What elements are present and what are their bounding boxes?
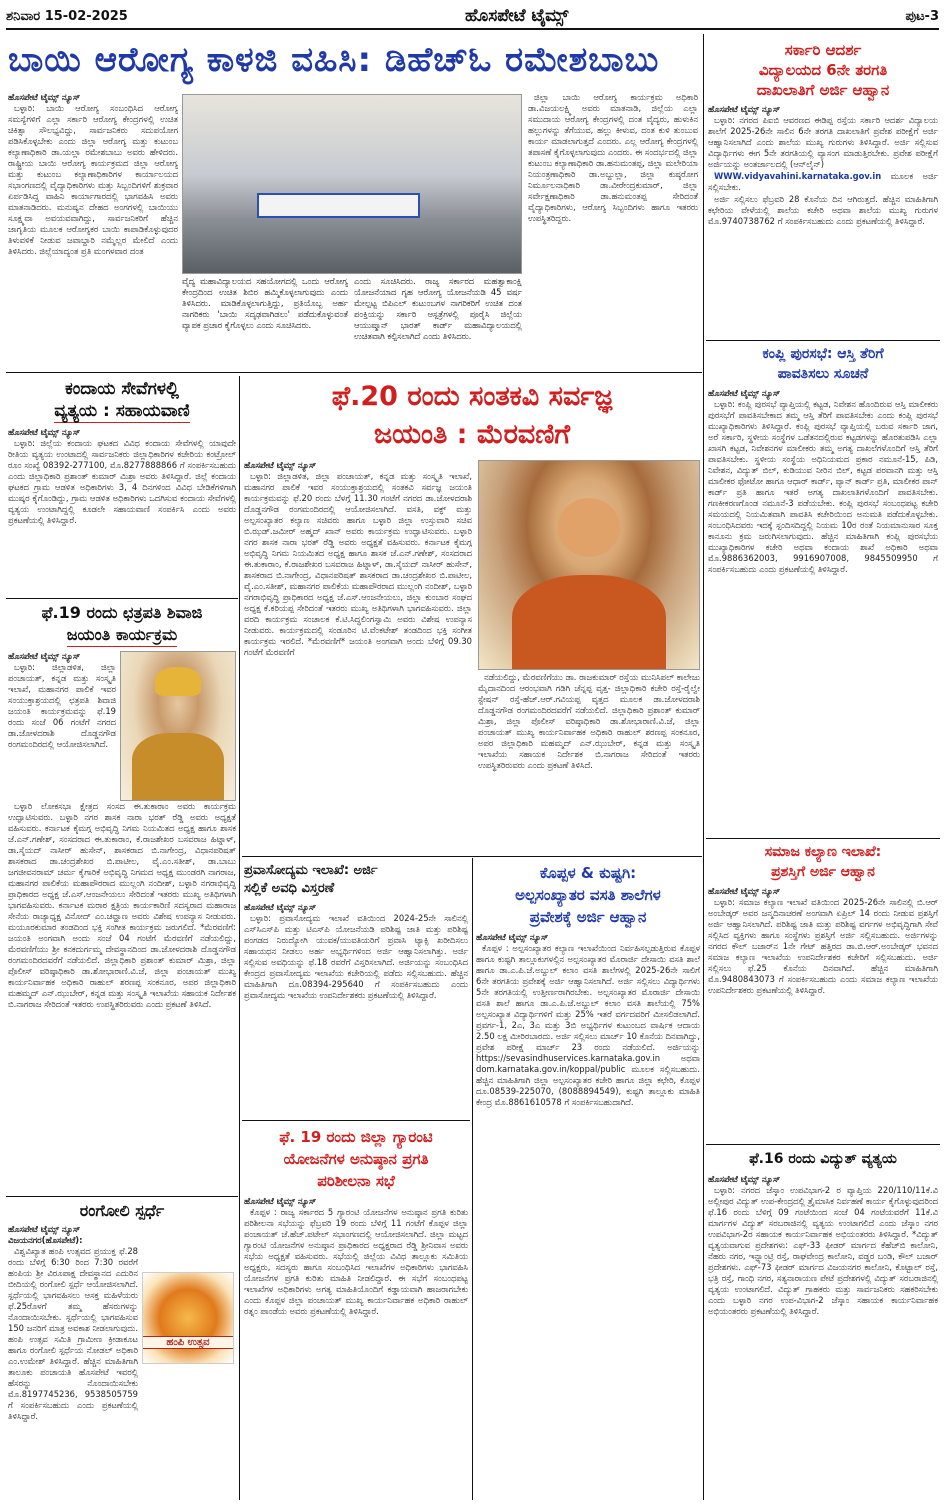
lead-caption-right: ಎಂದು ಸೂಚಿಸಿದರು. ರಾಜ್ಯ ಸರ್ಕಾರದ ಮಹತ್ವಾಕಾಂಕ್ಷಿ ಯೋಜನೆಯಾದ ಗೃಹ ಆರೋಗ್ಯ ಯೋಜನೆಯಡಿ 45 ವರ್ಷ ಮೇಲ್ಪಟ್ಟ ಬಿಪಿಎಲ್ ಕುಟುಂಬಗಳ ನಾಗರಿಕರಿಗೆ ಉಚಿತ ದಂತ ಪಂಕ್ತಿಯನ್ನು ಸರ್ಕಾರಿ ಆಸ್ಪತ್ರೆಗಳಲ್ಲಿ ಪೂರೈಸಿ ಜಿಲ್ಲೆಯ ಆಯುಷ್ಮಾನ್ ಭಾರತ್ ಕಾರ್ಡ್ ಮಹಾವಿದ್ಯಾಲಯದಲ್ಲಿ ಉಚಿತವಾಗಿ ಕಲ್ಪಿಸಲಾಗಿದೆ ಎಂದು ತಿಳಿಸಿದರು. [354, 276, 522, 341]
samaja-rule [706, 1144, 940, 1145]
vidyut-text: ಬಳ್ಳಾರಿ: ನಗರದ ಜೆಸ್ಕಾಂ ಉಪವಿಭಾಗ-2 ರ ವ್ಯಾಪ್ತಿಯ 220/110/11ಕೆ.ವಿ ಅಲ್ಲೀಪುರ ವಿದ್ಯುತ್ ಉಪ-ಕೇಂದ್ರದಲ್ಲಿ ತ್ರೈಮಾಸಿಕ ನಿರ್ವಹಣೆ ಕಾರ್ಯ ಕೈಗೊಳ್ಳುವುದರಿಂದ ಫೆ.16 ರಂದು ಬೆಳಿಗ್ಗೆ 09 ಗಂಟೆಯಿಂದ ಸಂಜೆ 04 ಗಂಟೆಯವರೆಗೆ 11ಕೆ.ವಿ ಮಾರ್ಗಗಳ ವಿದ್ಯುತ್ ಸರಬರಾಜಿನಲ್ಲಿ ವ್ಯತ್ಯಯ ಉಂಟಾಗಲಿದೆ ಎಂದು ಜೆಸ್ಕಾಂ ನಗರ ಉಪವಿಭಾಗ-2ರ ಸಹಾಯಕ ಕಾರ್ಯನಿರ್ವಾಹಕ ಅಭಿಯಂತರರು ತಿಳಿಸಿದ್ದಾರೆ. *ವಿದ್ಯುತ್ ವ್ಯತ್ಯಯವಾಗುವ ಪ್ರದೇಶಗಳು: ಎಫ್-33 ಫೀಡರ್ ಮಾರ್ಗದ ಕೆಹೆಚ್‌ಬಿ ಕಾಲೋನಿ, ನೆಹರು ನಗರ, ಇನ್ಫ್ಯಾಂಟ್ರಿ ರಸ್ತೆ, ರಾಘವೇಂದ್ರ ಕಾಲೋನಿ, ವಡ್ಡರ ಬಂಡಿ, ಕೌಲ್ ಬಜಾರ್ ಪ್ರದೇಶಗಳು. ಎಫ್-73 ಫೀಡರ್ ಮಾರ್ಗದ ವಿಜಯನಗರ ಕಾಲೋನಿ, ಕೊಟ್ಟಾಲ್ ರಸ್ತೆ, ಭತ್ರಿ ರಸ್ತೆ, ಗಾಂಧಿ ನಗರ, ಸತ್ಯನಾರಾಯಣ ಪೇಟೆ ಪ್ರದೇಶಗಳಲ್ಲಿ ವಿದ್ಯುತ್ ಸರಬರಾಜಿನಲ್ಲಿ ವ್ಯತ್ಯಯ ಉಂಟಾಗಲಿದೆ. ವಿದ್ಯುತ್ ಗ್ರಾಹಕರು ಮತ್ತು ಸಾರ್ವಜನಿಕರು ಸಹಕರಿಸಬೇಕು ಎಂದು ಬಳ್ಳಾರಿ ನಗರ ಉಪ-ವಿಭಾಗ-2 ಜೆಸ್ಕಾಂ ಸಹಾಯಕ ಕಾರ್ಯನಿರ್ವಾಹಕ ಅಭಿಯಂತರರು ಪ್ರಕಟಣೆಯಲ್ಲಿ ತಿಳಿಸಿದ್ದಾರೆ. [708, 1185, 938, 1316]
shivaji-side-text: ಬಳ್ಳಾರಿ: ಜಿಲ್ಲಾಡಳಿತ, ಜಿಲ್ಲಾ ಪಂಚಾಯತ್, ಕನ್ನಡ ಮತ್ತು ಸಂಸ್ಕೃತಿ ಇಲಾಖೆ, ಮಹಾನಗರ ಪಾಲಿಕೆ ಇವರ ಸಂಯುಕ್ತಾಶ್ರಯದಲ್ಲಿ ಛತ್ರಪತಿ ಶಿವಾಜಿ ಜಯಂತಿ ಕಾರ್ಯಕ್ರಮವನ್ನು ಫೆ.19 ರಂದು ಸಂಜೆ 06 ಗಂಟೆಗೆ ನಗರದ ಡಾ.ಜೋಳದರಾಶಿ ದೊಡ್ಡನಗೌಡ ರಂಗಮಂದಿರದಲ್ಲಿ ಆಯೋಜಿಸಲಾಗಿದೆ. [8, 662, 116, 749]
vidyut-byline: ಹೊಸಪೇಟೆ ಟೈಮ್ಸ್ ನ್ಯೂಸ್ [708, 1174, 781, 1184]
shivaji-text: ಬಳ್ಳಾರಿ ಲೋಕಸಭಾ ಕ್ಷೇತ್ರದ ಸಂಸದ ಈ.ತುಕಾರಾಂ ಅವರು ಕಾರ್ಯಕ್ರಮ ಉದ್ಘಾಟಿಸುವರು. ಬಳ್ಳಾರಿ ನಗರ ಶಾಸಕ ನಾರಾ ಭರತ್ ರೆಡ್ಡಿ ಅವರು ಅಧ್ಯಕ್ಷತೆ ವಹಿಸುವರು. ಕರ್ನಾಟಕ ಕೈಮಗ್ಗ ಅಭಿವೃದ್ಧಿ ನಿಗಮ ನಿಯಮಿತದ ಅಧ್ಯಕ್ಷ ಹಾಗೂ ಶಾಸಕ ಜೆ.ಎನ್.ಗಣೇಶ್, ಸಂಸದರಾದ ಈ.ತುಕಾರಾಂ, ಕೆ.ರಾಜಶೇಖರ ಬಸವರಾಜ ಹಿಟ್ನಾಳ್, ಡಾ.ಸೈಯದ್ ನಾಸೀರ್ ಹುಸೇನ್, ಶಾಸಕರಾದ ಬಿ.ನಾಗೇಂದ್ರ, ವಿಧಾನಪರಿಷತ್ ಶಾಸಕರಾದ ಡಾ.ಚಂದ್ರಶೇಖರ ಬಿ.ಪಾಟೀಲ, ವೈ.ಎಂ.ಸತೀಶ್, ಡಾ.ಬಾಬು ಜಗಜೀವನರಾಮ್ ಚರ್ಮ ಕೈಗಾರಿಕೆ ಅಭಿವೃದ್ಧಿ ನಿಗಮದ ಅಧ್ಯಕ್ಷ ಮುಂಡರಗಿ ನಾಗರಾಜ, ಮಹಾನಗರ ಪಾಲಿಕೆಯ ಮಹಾಪೌರರಾದ ಮುಲ್ಲಂಗಿ ನಂದೀಶ್, ಬಳ್ಳಾರಿ ನಗರಾಭಿವೃದ್ಧಿ ಪ್ರಾಧಿಕಾರದ ಅಧ್ಯಕ್ಷ ಜೆ.ಎಸ್.ಆಂಜನೇಯಲು ಸೇರಿದಂತೆ ಇತರರು ಮುಖ್ಯ ಅತಿಥಿಗಳಾಗಿ ಭಾಗವಹಿಸುವರು. ಕರ್ನಾಟಕ ಮರಾಠ ಕ್ಷತ್ರಿಯ ಕಾರ್ಯಕಾರಿಣಿ ಸದಸ್ಯರಾದ ಮಹಾರಾಜ ಸೇನೆಯ ರಾಜ್ಯಾಧ್ಯಕ್ಷ ವಿನೋದ್ ಎಂ.ಚವ್ಹಾಣ ಅವರು ವಿಶೇಷ ಉಪನ್ಯಾಸ ನೀಡುವರು. ಮಯೂರಕುಮಾರ ತಂಡದಿಂದ ಭಕ್ತಿ ಸಂಗೀತ ಕಾರ್ಯಕ್ರಮ ಜರುಗಲಿದೆ. *ಮೆರವಣಿಗೆ: ಜಯಂತಿ ಅಂಗವಾಗಿ ಅಂದು ಸಂಜೆ 04 ಗಂಟೆಗೆ ಮೆರವಣಿಗೆ ನಡೆಯಲಿದ್ದು, ಮೆರವಣಿಗೆಯು ಶ್ರೀ ಕನಕದುರ್ಗಮ್ಮ ದೇವಸ್ಥಾನದಿಂದ ಡಾ.ಜೋಳದರಾಶಿ ದೊಡ್ಡನಗೌಡ ರಂಗಮಂದಿರದವರೆಗೆ ನಡೆಯಲಿದೆ. ಜಿಲ್ಲಾಧಿಕಾರಿ ಪ್ರಶಾಂತ್ ಕುಮಾರ್ ಮಿಶ್ರಾ, ಜಿಲ್ಲಾ ಪೊಲೀಸ್ ವರಿಷ್ಠಾಧಿಕಾರಿ ಡಾ.ಶೋಭಾರಾಣಿ.ವಿ.ಜೆ, ಜಿಲ್ಲಾ ಪಂಚಾಯತ್ ಮುಖ್ಯ ಕಾರ್ಯನಿರ್ವಾಹಕ ಅಧಿಕಾರಿ ರಾಹುಲ್ ಶರಣಪ್ಪ ಸಂಕನೂರ, ಅಪರ ಜಿಲ್ಲಾಧಿಕಾರಿ ಮಹಮ್ಮದ್ ಎನ್.ಝುಬೇರ್, ಕನ್ನಡ ಮತ್ತು ಸಂಸ್ಕೃತಿ ಇಲಾಖೆಯ ಸಹಾಯಕ ನಿರ್ದೇಶಕ ಬಿ.ನಾಗರಾಜ ಸೇರಿದಂತೆ ಇತರರು ಉಪಸ್ಥಿತರಿರುವರು ಎಂದು ಪ್ರಕಟಣೆ ತಿಳಿಸಿದೆ. [8, 801, 236, 1009]
kampli-story [708, 344, 938, 834]
guarantee-title-1: ಫೆ. 19 ರಂದು ಜಿಲ್ಲಾ ಗ್ಯಾರಂಟಿ [279, 1128, 433, 1146]
rangoli-row [8, 1224, 236, 1492]
shivaji-title-1: ಫೆ.19 ರಂದು ಛತ್ರಪತಿ ಶಿವಾಜಿ [41, 603, 203, 622]
koppal-body [476, 932, 700, 1108]
rangoli-title: ರಂಗೋಲಿ ಸ್ಪರ್ಧೆ [79, 1201, 165, 1220]
vidyut-title: ಫೆ.16 ರಂದು ವಿದ್ಯುತ್ ವ್ಯತ್ಯಯ [749, 1151, 897, 1167]
sarvajna-left-text: ಬಳ್ಳಾರಿ: ಜಿಲ್ಲಾಡಳಿತ, ಜಿಲ್ಲಾ ಪಂಚಾಯತ್, ಕನ್ನಡ ಮತ್ತು ಸಂಸ್ಕೃತಿ ಇಲಾಖೆ, ಮಹಾನಗರ ಪಾಲಿಕೆ ಇವರ ಸಂಯುಕ್ತಾಶ್ರಯದಲ್ಲಿ ಸಂತಕವಿ ಸರ್ವಜ್ಞ ಜಯಂತಿ ಕಾರ್ಯಕ್ರಮವನ್ನು ಫೆ.20 ರಂದು ಬೆಳಗ್ಗೆ 11.30 ಗಂಟೆಗೆ ನಗರದ ಡಾ.ಜೋಳದರಾಶಿ ದೊಡ್ಡನಗೌಡ ರಂಗಮಂದಿರದಲ್ಲಿ ಆಯೋಜಿಸಲಾಗಿದೆ. ವಸತಿ, ವಕ್ಫ್ ಮತ್ತು ಅಲ್ಪಸಂಖ್ಯಾತರ ಕಲ್ಯಾಣ ಸಚಿವರು ಹಾಗೂ ಬಳ್ಳಾರಿ ಜಿಲ್ಲಾ ಉಸ್ತುವಾರಿ ಸಚಿವ ಬಿ.ಝಡ್.ಜಮೀರ್ ಅಹ್ಮದ್ ಖಾನ್ ಅವರು ಕಾರ್ಯಕ್ರಮ ಉದ್ಘಾಟಿಸುವರು. ಬಳ್ಳಾರಿ ನಗರ ಶಾಸಕ ನಾರಾ ಭರತ್ ರೆಡ್ಡಿ ಅವರು ಅಧ್ಯಕ್ಷತೆ ವಹಿಸುವರು. ಕರ್ನಾಟಕ ಕೈಮಗ್ಗ ಅಭಿವೃದ್ಧಿ ನಿಗಮ ನಿಯಮಿತದ ಅಧ್ಯಕ್ಷ ಹಾಗೂ ಶಾಸಕ ಜೆ.ಎನ್.ಗಣೇಶ್, ಸಂಸದರಾದ ಈ.ತುಕಾರಾಂ, ಕೆ.ರಾಜಶೇಖರ ಬಸವರಾಜ ಹಿಟ್ನಾಳ್, ಡಾ.ಸೈಯದ್ ನಾಸೀರ್ ಹುಸೇನ್, ಶಾಸಕರಾದ ಬಿ.ನಾಗೇಂದ್ರ, ವಿಧಾನಪರಿಷತ್ ಶಾಸಕರಾದ ಡಾ.ಚಂದ್ರಶೇಖರ ಬಿ.ಪಾಟೀಲ, ವೈ.ಎಂ.ಸತೀಶ್, ಮಹಾನಗರ ಪಾಲಿಕೆಯ ಮಹಾಪೌರರಾದ ಮುಲ್ಲಂಗಿ ನಂದೀಶ್, ಬಳ್ಳಾರಿ ನಗರಾಭಿವೃದ್ಧಿ ಪ್ರಾಧಿಕಾರದ ಅಧ್ಯಕ್ಷ ಜೆ.ಎಸ್.ಆಂಜನೇಯಲು, ಜಿಲ್ಲಾ ಕುಂಬಾರ ಸಂಘದ ಅಧ್ಯಕ್ಷ ಕೆ.ಕರಿಯಪ್ಪ ಸೇರಿದಂತೆ ಇತರರು ಮುಖ್ಯ ಅತಿಥಿಗಳಾಗಿ ಭಾಗವಹಿಸುವರು. ಜಿಲ್ಲಾ ವರದಿ ಕಾರ್ಯಕ್ರಮ ಸಂಚಾಲಕ ಕೆ.ಟಿ.ಸಿದ್ಧಲಿಂಗಸ್ವಾಮಿ ಅವರು ವಿಶೇಷ ಉಪನ್ಯಾಸ ನೀಡುವರು. ಕಾರ್ಯಕ್ರಮದಲ್ಲಿ ಸಂಡೂರಿನ ಟಿ.ವೆಂಕಟೇಶ್ ತಂಡದಿಂದ ಭಕ್ತಿ ಸಂಗೀತ ಕಾರ್ಯಕ್ರಮ ಇರಲಿದೆ. *ಮೆರವಣಿಗೆ* ಜಯಂತಿ ಅಂಗವಾಗಿ ಅಂದು ಬೆಳಿಗ್ಗೆ 09.30 ಗಂಟೆಗೆ ಮೆರವಣಿಗೆ [244, 471, 472, 657]
kandaya-body [8, 427, 236, 526]
koppal-story [476, 862, 700, 1498]
shivaji-rule [6, 1196, 238, 1197]
mid-column-divider [472, 858, 473, 1500]
pravasodyama-byline: ಹೊಸಪೇಟೆ ಟೈಮ್ಸ್ ನ್ಯೂಸ್ [244, 902, 317, 912]
sarkari-body [708, 104, 938, 227]
pravasodyama-story [244, 862, 468, 1118]
pravasodyama-text: ಬಳ್ಳಾರಿ: ಪ್ರವಾಸೋದ್ಯಮ ಇಲಾಖೆ ವತಿಯಿಂದ 2024-25ನೇ ಸಾಲಿನಲ್ಲಿ ಎಸ್‌ಸಿಎಸ್‌ಪಿ ಮತ್ತು ಟಿಎಸ್‌ಪಿ ಯೋಜನೆಯಡಿ ಪರಿಶಿಷ್ಟ ಜಾತಿ ಮತ್ತು ಪರಿಶಿಷ್ಟ ಪಂಗಡದ ನಿರುದ್ಯೋಗಿ ಯುವಕ/ಯುವತಿಯರಿಗೆ ಪ್ರವಾಸಿ ಟ್ಯಾಕ್ಸಿ ಖರೀದಿಸಲು ಸಹಾಯಧನ ನೀಡಲು ಅರ್ಹ ಅಭ್ಯರ್ಥಿಗಳಿಂದ ಅರ್ಜಿ ಆಹ್ವಾನಿಸಲಾಗಿತ್ತು. ಅರ್ಜಿ ಸಲ್ಲಿಸುವ ಅವಧಿಯನ್ನು ಫೆ.18 ರವರೆಗೆ ವಿಸ್ತರಿಸಲಾಗಿದೆ. ಅರ್ಜಿಯನ್ನು ಸಂಬಂಧಿಸಿದ ಕೇಂದ್ರದ ಪ್ರವಾಸೋದ್ಯಮ ಇಲಾಖೆಯ ಕಚೇರಿಯಲ್ಲಿ ಪಡೆದು ಸಲ್ಲಿಸಬಹುದು. ಹೆಚ್ಚಿನ ಮಾಹಿತಿಗಾಗಿ ದೂ.08394-295640 ಗೆ ಸಂಪರ್ಕಿಸಬಹುದು ಎಂದು ಪ್ರವಾಸೋದ್ಯಮ ಇಲಾಖೆಯ ಉಪನಿರ್ದೇಶಕರು ಪ್ರಕಟಣೆಯಲ್ಲಿ ತಿಳಿಸಿದ್ದಾರೆ. [244, 913, 468, 1000]
sarkari-text-2: ಅರ್ಜಿ ಸಲ್ಲಿಸಲು ಫೆಬ್ರವರಿ 28 ಕೊನೆಯ ದಿನ ಆಗಿರುತ್ತದೆ. ಹೆಚ್ಚಿನ ಮಾಹಿತಿಗಾಗಿ ಕಛೇರಿಯ ವೇಳೆಯಲ್ಲಿ ಶಾಲೆಯ ಕಚೇರಿ ಅಥವಾ ಶಾಲೆಯ ಮುಖ್ಯ ಗುರುಗಳ ಮೊ.9740738762 ಗೆ ಸಂಪರ್ಕಿಸಬಹುದು ಎಂದು ಪ್ರಕಟಣೆಯಲ್ಲಿ ತಿಳಿಸಿದ್ದಾರೆ. [708, 194, 938, 226]
lead-col-4 [528, 92, 698, 370]
sarkari-title-1: ಸರ್ಕಾರಿ ಆದರ್ಶ [784, 41, 862, 59]
sarvajna-top-row [244, 460, 700, 844]
lead-photo [182, 94, 522, 274]
kandaya-title-1: ಕಂದಾಯ ಸೇವೆಗಳಲ್ಲಿ [65, 379, 179, 399]
rangoli-story [8, 1200, 236, 1498]
koppal-title-1: ಕೊಪ್ಪಳ & ಕುಷ್ಟಗಿ: [539, 864, 637, 882]
guarantee-title-3: ಪರಿಶೀಲನಾ ಸಭೆ [317, 1172, 395, 1190]
pravasodyama-title-2: ಸಲ್ಲಿಕೆ ಅವಧಿ ವಿಸ್ತರಣೆ [244, 881, 335, 896]
page-number: ಪುಟ-3 [905, 8, 939, 24]
kampli-byline: ಹೊಸಪೇಟೆ ಟೈಮ್ಸ್ ನ್ಯೂಸ್ [708, 388, 781, 398]
kandaya-title-2: ವ್ಯತ್ಯಯ : ಸಹಾಯವಾಣಿ [54, 401, 190, 421]
lead-caption-left: ವೈದ್ಯ ಮಹಾವಿದ್ಯಾಲಯದ ಸಹಯೋಗದಲ್ಲಿ ಒಂದು ಆರೋಗ್ಯ ಕೇಂದ್ರದಿಂದ ಉಚಿತ ಶಿಬಿರ ಹಮ್ಮಿಕೊಳ್ಳಲಾಗುವುದು ಎಂದು ತಿಳಿಸಿದರು. ಮಾಡಿಕೊಳ್ಳಲಾಗುತ್ತಿದ್ದು, ಪ್ರತಿಯೊಬ್ಬ ಅರ್ಹ ನಾಗರಿಕರು 'ಬಾಯಿ ಸದೃಢವಾಗಿಡಲು' ಪಡೆದುಕೊಳ್ಳುವಂತೆ ವ್ಯಾಪಕ ಪ್ರಚಾರ ಕೈಗೊಳ್ಳಲು ಎಂದು ಸೂಚಿಸಿದರು. [182, 276, 348, 330]
kandaya-rule [6, 598, 238, 599]
shivaji-byline: ಹೊಸಪೇಟೆ ಟೈಮ್ಸ್ ನ್ಯೂಸ್ [8, 651, 81, 661]
koppal-title-3: ಪ್ರವೇಶಕ್ಕೆ ಅರ್ಜಿ ಆಹ್ವಾನ [529, 908, 647, 926]
shivaji-story [8, 602, 236, 1192]
sarkari-url-link[interactable]: WWW.vidyavahini.karnataka.gov.in [714, 171, 882, 181]
samaja-body [708, 886, 938, 996]
shivaji-body [8, 801, 236, 1171]
hampi-utsav-logo-text: ಹಂಪಿ ಉತ್ಸವ [143, 1336, 233, 1349]
sarkari-story [708, 40, 938, 336]
masthead: ಹೊಸಪೇಟೆ ಟೈಮ್ಸ್ [464, 6, 569, 26]
day-date: ಶನಿವಾರ 15-02-2025 [6, 8, 128, 24]
photo-banner [257, 193, 419, 218]
sarvajna-title-2: ಜಯಂತಿ : ಮೆರವಣಿಗೆ [373, 419, 571, 450]
kampli-body [708, 388, 938, 575]
lead-headline: ಬಾಯಿ ಆರೋಗ್ಯ ಕಾಳಜಿ ವಹಿಸಿ: ಡಿಹೆಚ್‌ಓ ರಮೇಶಬಾಬು [8, 40, 660, 80]
sarvajna-right-text: ನಡೆಯಲಿದ್ದು, ಮೆರವಣಿಗೆಯು ಡಾ. ರಾಜಕುಮಾರ್ ರಸ್ತೆಯ ಮುನಿಸಿಪಲ್ ಕಾಲೇಜು ಮೈದಾನದಿಂದ ಆರಂಭವಾಗಿ ಗಡಿಗಿ ಚೆನ್ನಪ್ಪ ವೃತ್ತ- ಜಿಲ್ಲಾಧಿಕಾರಿ ಕಚೇರಿ ರಸ್ತೆ-ರೈಲ್ವೇ ಸ್ಟೇಷನ್ ರಸ್ತೆ-ಹೆಚ್.ಆರ್.ಗವಿಯಪ್ಪ ವೃತ್ತದ ಮೂಲಕ ಡಾ.ಜೋಳದರಾಶಿ ದೊಡ್ಡನಗೌಡ ರಂಗಮಂದಿರದವರೆಗೆ ನಡೆಯಲಿದೆ. ಜಿಲ್ಲಾಧಿಕಾರಿ ಪ್ರಶಾಂತ್ ಕುಮಾರ್ ಮಿಶ್ರಾ, ಜಿಲ್ಲಾ ಪೊಲೀಸ್ ವರಿಷ್ಠಾಧಿಕಾರಿ ಡಾ.ಶೋಭಾರಾಣಿ.ವಿ.ಜೆ, ಜಿಲ್ಲಾ ಪಂಚಾಯತ್ ಮುಖ್ಯ ಕಾರ್ಯನಿರ್ವಾಹಕ ಅಧಿಕಾರಿ ರಾಹುಲ್ ಶರಣಪ್ಪ ಸಂಕನೂರ, ಅಪರ ಜಿಲ್ಲಾಧಿಕಾರಿ ಮಹಮ್ಮದ್ ಎನ್.ಝುಬೇರ್, ಕನ್ನಡ ಮತ್ತು ಸಂಸ್ಕೃತಿ ಇಲಾಖೆಯ ಸಹಾಯಕ ನಿರ್ದೇಶಕ ಬಿ.ನಾಗರಾಜ ಸೇರಿದಂತೆ ಇತರರು ಉಪಸ್ಥಿತರಿರುವರು ಎಂದು ಪ್ರಕಟಣೆ ತಿಳಿಸಿದೆ. [478, 672, 700, 770]
sarvajna-body-right [478, 672, 700, 844]
vidyut-story [708, 1148, 938, 1498]
sarvajna-title-1: ಫೆ.20 ರಂದು ಸಂತಕವಿ ಸರ್ವಜ್ಞ [331, 381, 613, 412]
shivaji-portrait [120, 651, 236, 801]
samaja-title-1: ಸಮಾಜ ಕಲ್ಯಾಣ ಇಲಾಖೆ: [764, 844, 882, 860]
sarkari-url-line [708, 171, 938, 193]
kandaya-text: ಬಳ್ಳಾರಿ: ಜಿಲ್ಲೆಯ ಕಂದಾಯ ಘಟಕದ ವಿವಿಧ ಕಂದಾಯ ಸೇವೆಗಳಲ್ಲಿ ಯಾವುದೇ ರೀತಿಯ ವ್ಯತ್ಯಯ ಉಂಟಾದಲ್ಲಿ ಸಾರ್ವಜನಿಕರು ಜಿಲ್ಲಾಧಿಕಾರಿಗಳ ಕಚೇರಿಯ ಕಂಟ್ರೋಲ್ ರೂಂ ಸಂಖ್ಯೆ 08392-277100, ಮೊ.8277888866 ಗೆ ಸಂಪರ್ಕಿಸಬಹುದು ಎಂದು ಜಿಲ್ಲಾಧಿಕಾರಿ ಪ್ರಶಾಂತ್ ಕುಮಾರ್ ಮಿಶ್ರಾ ಅವರು ತಿಳಿಸಿದ್ದಾರೆ. ಜಿಲ್ಲೆ ಕಂದಾಯ ಘಟಕದ ಗ್ರಾಮ ಆಡಳಿತ ಅಧಿಕಾರಿಗಳು 3, 4 ದಿನಗಳಿಂದ ವಿವಿಧ ಬೇಡಿಕೆಗಳಿಗಾಗಿ ಮುಷ್ಕರ ಕೈಗೊಂಡಿದ್ದು, ಗ್ರಾಮ ಆಡಳಿತ ಅಧಿಕಾರಿಗಳು ಒದಗಿಸುವ ಕಂದಾಯ ಸೇವೆಗಳಲ್ಲಿ ವ್ಯತ್ಯಯ ಉಂಟಾಗಿದ್ದಲ್ಲಿ ಕೂಡಲೇ ಸಹಾಯವಾಣಿ ಸಂಪರ್ಕಿಸಿ ಎಂದು ಅವರು ಪ್ರಕಟಣೆಯಲ್ಲಿ ತಿಳಿಸಿದ್ದಾರೆ. [8, 438, 236, 525]
rangoli-dateline: ವಿಜಯನಗರ(ಹೊಸಪೇಟೆ): [8, 1235, 83, 1245]
vidyut-body [708, 1174, 938, 1317]
pravasodyama-title-1: ಪ್ರವಾಸೋದ್ಯಮ ಇಲಾಖೆ: ಅರ್ಜಿ [244, 863, 378, 878]
kampli-title-1: ಕಂಪ್ಲಿ ಪುರಸಭೆ: ಆಸ್ತಿ ತೆರಿಗೆ [762, 346, 884, 362]
lead-text-4: ಜಿಲ್ಲಾ ಬಾಯಿ ಆರೋಗ್ಯ ಕಾರ್ಯಕ್ರಮ ಅಧಿಕಾರಿ ಡಾ.ವಿಜಯಲಕ್ಷ್ಮಿ ಅವರು ಮಾತನಾಡಿ, ಜಿಲ್ಲೆಯ ಎಲ್ಲಾ ಸಮುದಾಯ ಆರೋಗ್ಯ ಕೇಂದ್ರಗಳಲ್ಲಿ ದಂತ ವೈದ್ಯರು, ಹುಳುಕಿನ ಹಲ್ಲುಗಳನ್ನು ತೆಗೆಯುವ, ಹಲ್ಲು ಕೀಳುವ, ದಂತ ಕುಳಿ ತುಂಬುವ ಕಾರ್ಯ ಮಾಡಲಾಗುತ್ತದೆ ಎಂದರು. ಎಲ್ಲ ಆರೋಗ್ಯ ಕೇಂದ್ರಗಳಲ್ಲಿ ತಪಾಸಣೆ ಕೈಗೊಳ್ಳಲಾಗುವುದು ಎಂದರು. ಈ ಸಂದರ್ಭದಲ್ಲಿ ಜಿಲ್ಲಾ ಕುಟುಂಬ ಕಲ್ಯಾಣಾಧಿಕಾರಿ ಡಾ.ಹನುಮಂತಪ್ಪ, ಜಿಲ್ಲಾ ಮಲೇರಿಯಾ ನಿಯಂತ್ರಣಾಧಿಕಾರಿ ಡಾ.ಅಬ್ದುಲ್ಲಾ, ಜಿಲ್ಲಾ ಕುಷ್ಠರೋಗ ನಿರ್ಮೂಲನಾಧಿಕಾರಿ ಡಾ.ವೀರೇಂದ್ರಕುಮಾರ್, ಜಿಲ್ಲಾ ಸರ್ವೇಕ್ಷಣಾಧಿಕಾರಿ ಡಾ.ಹನುಮಂತಪ್ಪ ಸೇರಿದಂತೆ ವೈದ್ಯಾಧಿಕಾರಿಗಳು, ಆರೋಗ್ಯ ಸಿಬ್ಬಂದಿಗಳು ಹಾಗೂ ಇತರರು ಉಪಸ್ಥಿತರಿದ್ದರು. [528, 92, 698, 223]
guarantee-story [244, 1126, 468, 1498]
samaja-text: ಬಳ್ಳಾರಿ: ಸಮಾಜ ಕಲ್ಯಾಣ ಇಲಾಖೆ ವತಿಯಿಂದ 2025-26ನೇ ಸಾಲಿನಲ್ಲಿ ಬಿ.ಆರ್ ಅಂಬೇಡ್ಕರ್ ಅವರ ಜನ್ಮದಿನಾಚರಣೆ ಅಂಗವಾಗಿ ಏಪ್ರಿಲ್ 14 ರಂದು ನೀಡುವ ಪ್ರಶಸ್ತಿಗೆ ಅರ್ಜಿ ಆಹ್ವಾನಿಸಲಾಗಿದೆ. ಪರಿಶಿಷ್ಟ ಜಾತಿ ಮತ್ತು ಪರಿಶಿಷ್ಟ ವರ್ಗಗಳ ಅಭಿವೃದ್ಧಿಗಾಗಿ ಸೇವೆ ಸಲ್ಲಿಸಿದ ವ್ಯಕ್ತಿಗಳು ಹಾಗೂ ಸಂಸ್ಥೆಗಳು ಪ್ರಶಸ್ತಿಗೆ ಅರ್ಜಿ ಸಲ್ಲಿಸಬಹುದು. ಅರ್ಜಿಗಳನ್ನು ನಗರದ ಕೌಲ್ ಬಜಾರ್‌ನ 1ನೇ ಗೇಟ್ ಹತ್ತಿರದ ಡಾ.ಬಿ.ಆರ್.ಅಂಬೇಡ್ಕರ್ ಭವನದ ಸಮಾಜ ಕಲ್ಯಾಣ ಇಲಾಖೆಯ ಉಪನಿರ್ದೇಶಕರ ಕಚೇರಿಗೆ ಸಲ್ಲಿಸಬಹುದು. ಅರ್ಜಿ ಸಲ್ಲಿಸಲು ಫೆ.25 ಕೊನೆಯ ದಿನವಾಗಿದೆ. ಹೆಚ್ಚಿನ ಮಾಹಿತಿಗಾಗಿ ಮೊ.9480843073 ಗೆ ಸಂಪರ್ಕಿಸಬಹುದು ಎಂದು ಸಮಾಜ ಕಲ್ಯಾಣ ಇಲಾಖೆಯ ಉಪನಿರ್ದೇಶಕರು ಪ್ರಕಟಣೆಯಲ್ಲಿ ತಿಳಿಸಿದ್ದಾರೆ. [708, 897, 938, 995]
lead-bottom-rule [6, 372, 702, 373]
koppal-byline: ಹೊಸಪೇಟೆ ಟೈಮ್ಸ್ ನ್ಯೂಸ್ [476, 932, 549, 942]
guarantee-byline: ಹೊಸಪೇಟೆ ಟೈಮ್ಸ್ ನ್ಯೂಸ್ [244, 1196, 317, 1206]
samaja-byline: ಹೊಸಪೇಟೆ ಟೈಮ್ಸ್ ನ್ಯೂಸ್ [708, 886, 781, 896]
rangoli-text: ವಿಶ್ವವಿಖ್ಯಾತ ಹಂಪಿ ಉತ್ಸವದ ಪ್ರಯುಕ್ತ ಫೆ.28 ರಂದು ಬೆಳಿಗ್ಗೆ 6:30 ರಿಂದ 7:30 ರವರೆಗೆ ಹಂಪಿಯ ಶ್ರೀ ವಿರೂಪಾಕ್ಷ ದೇವಸ್ಥಾನದ ಎದುರಿನ ಬೀದಿಯಲ್ಲಿ ರಂಗೋಲಿ ಸ್ಪರ್ಧೆ ಆಯೋಜಿಸಲಾಗಿದೆ. ಸ್ಪರ್ಧೆಯಲ್ಲಿ ಭಾಗವಹಿಸಲು ಆಸಕ್ತ ಮಹಿಳೆಯರು ಫೆ.25ರೊಳಗೆ ತಮ್ಮ ಹೆಸರುಗಳನ್ನು ನೊಂದಾಯಿಸಬೇಕು. ಸ್ಪರ್ಧೆಯಲ್ಲಿ ಭಾಗವಹಿಸುವ 150 ಜನರಿಗೆ ಮಾತ್ರ ಅವಕಾಶ ನೀಡಲಾಗುವುದು. ಹಂಪಿ ಉತ್ಸವ ಸಮಿತಿ ಗ್ರಾಮೀಣ ಕ್ರೀಡಾಕೂಟ ಹಾಗೂ ರಂಗೋಲಿ ಸ್ಪರ್ಧೆಯ ನೋಡಲ್ ಅಧಿಕಾರಿ ಎಂ.ಉಮೇಶ್ ತಿಳಿಸಿದ್ದಾರೆ. ಹೆಚ್ಚಿನ ಮಾಹಿತಿಗಾಗಿ ತಾಲೂಕು ಪಂಚಾಯತಿ ಹೊಸಪೇಟೆ ಇವರಲ್ಲಿ ಹೆಸರನ್ನು ನೊಂದಾಯಿಸಬೇಕು ಮೊ.8197745236, 9538505759 ಗೆ ಸಂಪರ್ಕಿಸಬಹುದು ಎಂದು ಪ್ರಕಟಣೆಯಲ್ಲಿ ತಿಳಿಸಿದ್ದಾರೆ. [8, 1246, 138, 1421]
rangoli-body [8, 1224, 138, 1492]
lead-text-1: ಬಳ್ಳಾರಿ: ಬಾಯಿ ಆರೋಗ್ಯ ಸಂಬಂಧಿಸಿದ ಆರೋಗ್ಯ ಸಮಸ್ಯೆಗಳಿಗೆ ಎಲ್ಲಾ ಸರ್ಕಾರಿ ಆರೋಗ್ಯ ಕೇಂದ್ರಗಳಲ್ಲಿ ಉಚಿತ ಚಿಕಿತ್ಸಾ ಸೌಲಭ್ಯವಿದ್ದು, ಸಾರ್ವಜನಿಕರು ಸದುಪಯೋಗ ಪಡಿಸಿಕೊಳ್ಳಬೇಕು ಎಂದು ಜಿಲ್ಲಾ ಆರೋಗ್ಯ ಮತ್ತು ಕುಟುಂಬ ಕಲ್ಯಾಣಾಧಿಕಾರಿ ಡಾ.ಯಲ್ಲಾ ರಮೇಶಬಾಬು ಅವರು ಹೇಳಿದರು. ರಾಷ್ಟ್ರೀಯ ಬಾಯಿ ಆರೋಗ್ಯ ಕಾರ್ಯಕ್ರಮದ ಜಿಲ್ಲಾ ಆರೋಗ್ಯ ಮತ್ತು ಕುಟುಂಬ ಕಲ್ಯಾಣಾಧಿಕಾರಿಗಳ ಕಾರ್ಯಾಲಯದ ಸಭಾಂಗಣದಲ್ಲಿ ವೈದ್ಯಾಧಿಕಾರಿಗಳು ಮತ್ತು ಸಿಬ್ಬಂದಿಗಳಿಗೆ ಶುಕ್ರವಾರ ಏರ್ಪಡಿಸಿದ್ದ ವಾಹಿನಿ ಕಾರ್ಯಾಗಾರದಲ್ಲಿ ಭಾಗವಹಿಸಿ ಅವರು ಮಾತನಾಡಿದರು. ಮನುಷ್ಯನ ದೇಹದ ಅಂಗಗಳಲ್ಲಿ ಬಾಯಿಯು ಸೂಕ್ಷ್ಮವಾ ಅವಯವವಾಗಿದ್ದು, ಸಾರ್ವಜನಿಕರಿಗೆ ಹೆಚ್ಚಿನ ಜಾಗೃತಿಯ ಮೂಲಕ ಆರೋಗ್ಯಕರ ಬಾಯಿ ಕಾಪಾಡಿಕೊಳ್ಳುವುದರ ತಿಳುವಳಿಕೆ ನೀಡುವ ಜವಾಬ್ದಾರಿ ನಮ್ಮೆಲ್ಲರ ಮೇಲಿದೆ ಎಂದು ತಿಳಿಸಿದರು. ಜಿಲ್ಲೆಯಾದ್ಯಂತ ಪ್ರತಿ ಮಂಗಳವಾರ ದಂತ [8, 103, 178, 256]
hampi-utsav-logo [142, 1272, 234, 1364]
sarkari-title-3: ದಾಖಲಾತಿಗೆ ಅರ್ಜಿ ಆಹ್ವಾನ [756, 81, 890, 99]
koppal-text: ಕೊಪ್ಪಳ : ಅಲ್ಪಸಂಖ್ಯಾತರ ಕಲ್ಯಾಣ ಇಲಾಖೆಯಿಂದ ನಿರ್ವಹಿಸಲ್ಪಡುತ್ತಿರುವ ಕೊಪ್ಪಳ ಹಾಗೂ ಕುಷ್ಟಗಿ ತಾಲ್ಲೂಕುಗಳಲ್ಲಿನ ಅಲ್ಪಸಂಖ್ಯಾತರ ಮೊರಾರ್ಜಿ ದೇಸಾಯಿ ವಸತಿ ಶಾಲೆ ಹಾಗೂ ಡಾ.ಎ.ಪಿ.ಜೆ.ಅಬ್ದುಲ್ ಕಲಾಂ ವಸತಿ ಶಾಲೆಗಳಲ್ಲಿ 2025-26ನೇ ಸಾಲಿಗೆ 6ನೇ ತರಗತಿಯ ಪ್ರವೇಶಕ್ಕೆ ಅರ್ಜಿ ಆಹ್ವಾನಿಸಲಾಗಿದೆ. ಅರ್ಜಿ ಸಲ್ಲಿಸಲು ವಿದ್ಯಾರ್ಥಿಗಳು 5ನೇ ತರಗತಿಯಲ್ಲಿ ಉತ್ತೀರ್ಣರಾಗಿರಬೇಕು. ಅಲ್ಪಸಂಖ್ಯಾತರ ಮೊರಾರ್ಜಿ ದೇಸಾಯಿ ವಸತಿ ಶಾಲೆ ಹಾಗೂ ಡಾ.ಎ.ಪಿ.ಜೆ.ಅಬ್ದುಲ್ ಕಲಾಂ ವಸತಿ ಶಾಲೆಯಲ್ಲಿ 75% ಅಲ್ಪಸಂಖ್ಯಾತ ವಿದ್ಯಾರ್ಥಿಗಳಿಗೆ ಮತ್ತು 25% ಇತರೆ ವರ್ಗದವರಿಗೆ ಮೀಸಲಿಡಲಾಗಿದೆ. ಪ್ರವರ್ಗ-1, 2ಎ, 3ಎ ಮತ್ತು 3ಬಿ ಅಭ್ಯರ್ಥಿಗಳ ಕುಟುಂಬದ ವಾರ್ಷಿಕ ಆದಾಯ 2.50 ಲಕ್ಷ ಮೀರಿರಬಾರದು. ಅರ್ಜಿ ಸಲ್ಲಿಸಲು ಮಾರ್ಚ್ 10 ಕೊನೆಯ ದಿನವಾಗಿದ್ದು, ಪ್ರವೇಶ ಪರೀಕ್ಷೆ ಮಾರ್ಚ್ 23 ರಂದು ನಡೆಯಲಿದೆ. ಅರ್ಜಿಯನ್ನು https://sevasindhuservices.karnataka.gov.in ಅಥವಾ dom.karnataka.gov.in/koppal/public ಮೂಲಕ ಸಲ್ಲಿಸಬಹುದು. ಹೆಚ್ಚಿನ ಮಾಹಿತಿಗಾಗಿ ಜಿಲ್ಲಾ ಅಲ್ಪಸಂಖ್ಯಾತರ ಕಚೇರಿ ಹಾಗೂ ಜಿಲ್ಲಾ ಕಛೇರಿ, ಕೊಪ್ಪಳ ದೂ.08539-225070, (8088894549), ಕುಷ್ಟಗಿ ತಾಲ್ಲೂಕು ಮಾಹಿತಿ ಕೇಂದ್ರ ಮೊ.8861610578 ಗೆ ಸಂಪರ್ಕಿಸಬಹುದಾಗಿದೆ. [476, 943, 700, 1107]
pravasodyama-body [244, 902, 468, 1001]
kampli-rule [706, 838, 940, 839]
sarkari-text-1: ಬಳ್ಳಾರಿ: ನಗರದ ಪಿಐಬಿ ಆವರಣದ ಈಡಿಪ್ಪ ರಸ್ತೆಯ ಸರ್ಕಾರಿ ಆದರ್ಶ ವಿದ್ಯಾಲಯ ಶಾಲೆಗೆ 2025-26ನೇ ಸಾಲಿನ 6ನೇ ತರಗತಿ ದಾಖಲಾತಿಗೆ ಪ್ರವೇಶ ಪರೀಕ್ಷೆಗೆ ಅರ್ಜಿ ಆಹ್ವಾನಿಸಲಾಗಿದೆ ಎಂದು ಶಾಲೆಯ ಮುಖ್ಯ ಗುರುಗಳು ತಿಳಿಸಿದ್ದಾರೆ. ಅರ್ಜಿ ಸಲ್ಲಿಸುವ ವಿದ್ಯಾರ್ಥಿಗಳು ಈಗ 5ನೇ ತರಗತಿಯಲ್ಲಿ ವ್ಯಾಸಂಗ ಮಾಡುತ್ತಿರಬೇಕು. ಪ್ರವೇಶ ಪರೀಕ್ಷೆಗೆ ಅರ್ಜಿಯನ್ನು ಅಂತರ್ಜಾಲದಲ್ಲಿ (ಆನ್‌ಲೈನ್) [708, 115, 938, 169]
guarantee-text: ಕೊಪ್ಪಳ : ರಾಜ್ಯ ಸರ್ಕಾರದ 5 ಗ್ಯಾರಂಟಿ ಯೋಜನೆಗಳ ಅನುಷ್ಠಾನ ಪ್ರಗತಿ ಕುರಿತು ಪರಿಶೀಲನಾ ಸಭೆಯನ್ನು ಫೆಬ್ರವರಿ 19 ರಂದು ಬೆಳಿಗ್ಗೆ 11 ಗಂಟೆಗೆ ಕೊಪ್ಪಳ ಜಿಲ್ಲಾ ಪಂಚಾಯತ್ ಜೆ.ಹೆಚ್.ಪಟೇಲ್ ಸಭಾಂಗಣದಲ್ಲಿ ಆಯೋಜಿಸಲಾಗಿದೆ. ಜಿಲ್ಲಾ ಮಟ್ಟದ ಗ್ಯಾರಂಟಿ ಯೋಜನೆಗಳ ಅನುಷ್ಠಾನ ಪ್ರಾಧಿಕಾರದ ಅಧ್ಯಕ್ಷರಾದ ರೆಡ್ಡಿ ಶ್ರೀನಿವಾಸ ಅವರು ಸಭೆಯ ಅಧ್ಯಕ್ಷತೆ ವಹಿಸುವರು. ಸಭೆಯಲ್ಲಿ ಜಿಲ್ಲೆಯ ವಿವಿಧ ತಾಲ್ಲೂಕು ಸಮಿತಿಯ ಅಧ್ಯಕ್ಷರು, ಸದಸ್ಯರು ಹಾಗೂ ಸಂಬಂಧಿಸಿದ ಇಲಾಖೆಗಳ ಅಧಿಕಾರಿಗಳು ಭಾಗವಹಿಸಿ ಯೋಜನೆಗಳ ಪ್ರಗತಿ ಕುರಿತು ಮಾಹಿತಿ ನೀಡಲಿದ್ದಾರೆ. ಈ ಸಭೆಗೆ ಸಂಬಂಧಪಟ್ಟ ಇಲಾಖೆಗಳ ಅಧಿಕಾರಿಗಳು ಅಗತ್ಯ ಮಾಹಿತಿಯೊಂದಿಗೆ ಕಡ್ಡಾಯವಾಗಿ ಹಾಜರಾಗಬೇಕು ಎಂದು ಕೊಪ್ಪಳ ಜಿಲ್ಲಾ ಪಂಚಾಯತ್ ಮುಖ್ಯ ಕಾರ್ಯನಿರ್ವಾಹಕ ಅಧಿಕಾರಿ ರಾಹುಲ್ ರತ್ನಂ ಪಾಂಡೆಯ ಅವರು ಪ್ರಕಟಣೆಯಲ್ಲಿ ತಿಳಿಸಿದ್ದಾರೆ. [244, 1207, 468, 1316]
sarvajna-portrait [478, 460, 700, 670]
shivaji-top-row [8, 651, 236, 801]
sarkari-title-2: ವಿದ್ಯಾಲಯದ 6ನೇ ತರಗತಿ [758, 61, 888, 79]
shivaji-title-2: ಜಯಂತಿ ಕಾರ್ಯಕ್ರಮ [67, 624, 177, 647]
page-header [6, 4, 939, 30]
koppal-title-2: ಅಲ್ಪಸಂಖ್ಯಾತರ ವಸತಿ ಶಾಲೆಗಳ [515, 886, 661, 904]
sarkari-url-suffix: ಮೂಲಕ ಅರ್ಜಿ ಸಲ್ಲಿಸಬೇಕು. [708, 171, 938, 192]
pravasodyama-rule [242, 1120, 470, 1121]
sarkari-rule [706, 340, 940, 341]
samaja-title-2: ಪ್ರಶಸ್ತಿಗೆ ಅರ್ಜಿ ಆಹ್ವಾನ [771, 864, 875, 880]
sarvajna-rule [242, 856, 702, 857]
guarantee-title-2: ಯೋಜನೆಗಳ ಅನುಷ್ಠಾನ ಪ್ರಗತಿ [283, 1150, 429, 1168]
column-divider [703, 34, 704, 1500]
kandaya-story [8, 378, 236, 596]
sarvajna-right [478, 460, 700, 844]
photo-people [197, 175, 508, 273]
samaja-story [708, 842, 938, 1140]
left-column-divider [239, 376, 240, 1500]
kampli-title-2: ಪಾವತಿಸಲು ಸೂಚನೆ [777, 366, 869, 382]
sarkari-byline: ಹೊಸಪೇಟೆ ಟೈಮ್ಸ್ ನ್ಯೂಸ್ [708, 104, 781, 114]
kandaya-byline: ಹೊಸಪೇಟೆ ಟೈಮ್ಸ್ ನ್ಯೂಸ್ [8, 427, 81, 437]
shivaji-body-side [8, 651, 116, 801]
sarvajna-story [244, 378, 700, 854]
sarvajna-body-left [244, 460, 472, 844]
kampli-text: ಬಳ್ಳಾರಿ: ಕಂಪ್ಲಿ ಪುರಸಭೆ ವ್ಯಾಪ್ತಿಯಲ್ಲಿ ಕಟ್ಟಡ, ನಿವೇಶನ ಹೊಂದಿರುವ ಆಸ್ತಿ ಮಾಲೀಕರು ಪುರಸಭೆಗೆ ಪಾವತಿಸಬೇಕಾದ ತಮ್ಮ ಆಸ್ತಿ ತೆರಿಗೆ ಪಾವತಿಸಬೇಕು ಎಂದು ಕಂಪ್ಲಿ ಪುರಸಭೆ ಮುಖ್ಯಾಧಿಕಾರಿಗಳು ತಿಳಿಸಿದ್ದಾರೆ. ಕಂಪ್ಲಿ ಪುರಸಭೆ ವ್ಯಾಪ್ತಿಯಲ್ಲಿ ಬರುವ ಸರ್ಕಾರಿ ಜಾಗ, ಅರೆ ಸರ್ಕಾರಿ, ಸ್ಥಳೀಯ ಸಂಸ್ಥೆಗಳ ಒಡೆತನದಲ್ಲಿರುವ ಕಟ್ಟಡಗಳನ್ನು ಹೊರತುಪಡಿಸಿ ಎಲ್ಲಾ ಖಾಸಗಿ ಕಟ್ಟಡ, ನಿವೇಶನಗಳ ಮಾಲೀಕರು ತಮ್ಮ ಅಗತ್ಯ ದಾಖಲೆಗಳೊಂದಿಗೆ ಆಸ್ತಿ ತೆರಿಗೆ ಪಾವತಿಸಬೇಕು. ಸ್ಥಳೀಯ ಸಂಸ್ಥೆಯ ಅಧಿನಿಯಮದ ಪ್ರಕಾರ ನಮೂನೆ-15, ಪಿಡಿ, ನಿವೇಶನ, ವಿದ್ಯುತ್ ಬಿಲ್, ಕುಡಿಯುವ ನೀರಿನ ಬಿಲ್, ಕಟ್ಟಡ ಪರವಾನಗಿ ಮತ್ತು ಆಸ್ತಿ ಮಾಲೀಕರ ಫೋಟೋ ಹಾಗೂ ಆಧಾರ್ ಕಾರ್ಡ್, ಪ್ಯಾನ್ ಕಾರ್ಡ್ ಪ್ರತಿ, ಮಾಲೀಕರ ಪಾನ್ ಕಾರ್ಡ್ ಪ್ರತಿ ಹಾಗೂ ಇತರೆ ಅಗತ್ಯ ದಾಖಲಾತಿಗಳೊಂದಿಗೆ ಪಾವತಿಸಬೇಕು. ಗಣಕೀಕರಣಗೊಂಡ ನಮೂನೆ-3 ಪಡೆಯಬೇಕು. ಕಂಪ್ಲಿ ಪುರಸಭೆ ಸಂಬಂಧಪಟ್ಟ ಕಚೇರಿ ಸಮಯದಲ್ಲಿ ನಿಯಮಿತವಾಗಿ ಪಾವತಿಸಿ ಕಚೇರಿಯಿಂದ ಅನುಮತಿ ಪಡೆದುಕೊಳ್ಳಬೇಕು. ಸಂಬಂಧಿಸಿದವರು ಇದಕ್ಕೆ ಸ್ಪಂದಿಸದಿದ್ದಲ್ಲಿ ನಿಯಮ 10ರ ರಂತೆ ನಿಯಮಾನುಸಾರ ಸೂಕ್ತ ಕಾನೂನು ಕ್ರಮ ಜರುಗಿಸಲಾಗುವುದು. ಹೆಚ್ಚಿನ ಮಾಹಿತಿಗಾಗಿ ಕಂಪ್ಲಿ ಪುರಸಭೆಯ ಮುಖ್ಯಾಧಿಕಾರಿಗಳ ಕಚೇರಿ ಅಥವಾ ಕಂದಾಯ ಶಾಖೆ ಅಧಿಕಾರಿ ಅಥವಾ ಮೊ.9886362003, 9916907008, 9845509950 ಗೆ ಸಂಪರ್ಕಿಸಬಹುದು ಎಂದು ಪ್ರಕಟಣೆಯಲ್ಲಿ ತಿಳಿಸಿದ್ದಾರೆ. [708, 399, 938, 574]
lead-byline: ಹೊಸಪೇಟೆ ಟೈಮ್ಸ್ ನ್ಯೂಸ್ [8, 92, 81, 102]
sarvajna-byline: ಹೊಸಪೇಟೆ ಟೈಮ್ಸ್ ನ್ಯೂಸ್ [244, 460, 317, 470]
guarantee-body [244, 1196, 468, 1317]
rangoli-byline: ಹೊಸಪೇಟೆ ಟೈಮ್ಸ್ ನ್ಯೂಸ್ [8, 1224, 81, 1234]
lead-col-1 [8, 92, 178, 370]
